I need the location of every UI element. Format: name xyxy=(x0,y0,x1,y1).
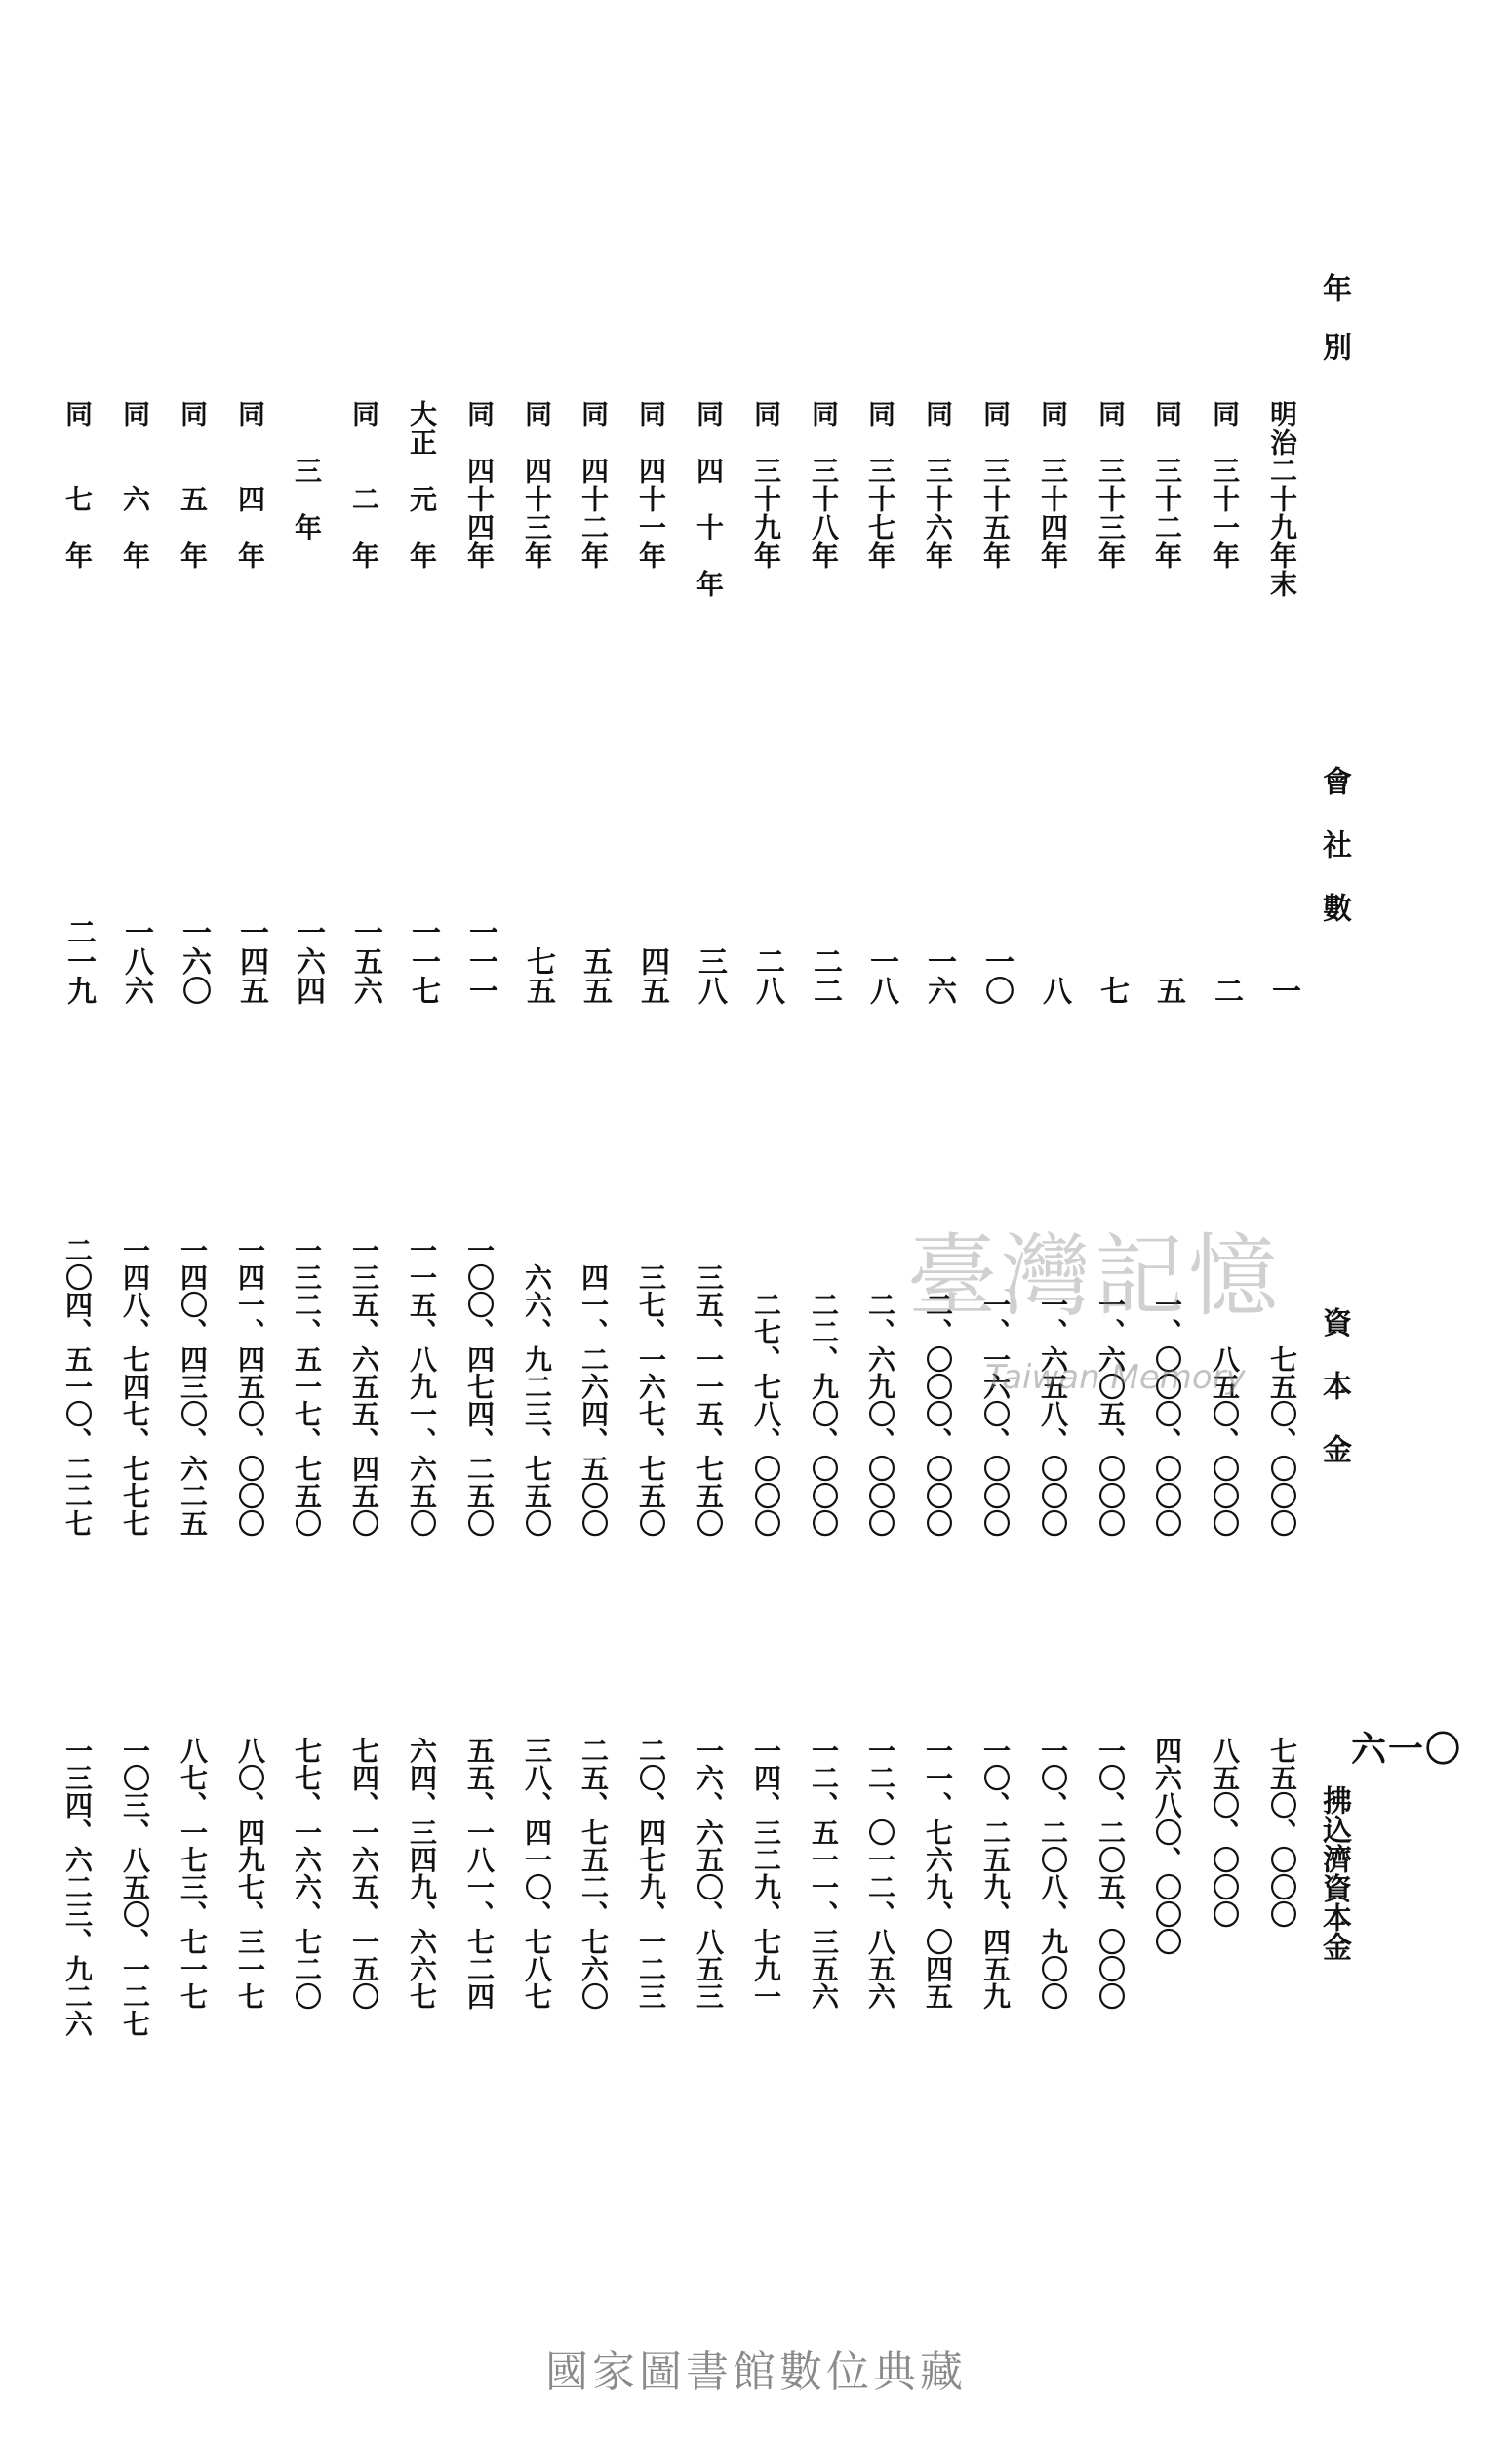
row-2-paid-in: 八五〇、〇〇〇 xyxy=(1209,1737,1241,1928)
row-19-capital: 一四一、四五〇、〇〇〇 xyxy=(234,1236,266,1537)
row-22-year: 同 七 年 xyxy=(61,400,94,570)
row-15-paid-in: 五五、一八一、七二四 xyxy=(463,1737,496,2010)
row-20-paid-in: 八七、一七三、七一七 xyxy=(177,1737,209,2010)
row-19-paid-in: 八〇、四九七、三一七 xyxy=(234,1737,266,2010)
row-1-year: 明治二十九年末 xyxy=(1266,400,1298,598)
row-17-paid-in: 七四、一六五、一五〇 xyxy=(348,1737,380,2010)
row-5-year: 同 三十四年 xyxy=(1037,400,1069,570)
row-11-paid-in: 一六、六五〇、八五三 xyxy=(693,1737,725,2010)
row-16-capital: 一一五、八九一、六五〇 xyxy=(406,1236,438,1537)
row-6-companies: 一〇 xyxy=(979,946,1014,1005)
row-11-year: 同 四 十 年 xyxy=(693,400,725,598)
row-20-capital: 一四〇、四三〇、六二五 xyxy=(177,1236,209,1537)
header-capital: 資 本 金 xyxy=(1317,1307,1351,1463)
header-companies: 會 社 數 xyxy=(1317,766,1351,922)
row-8-year: 同 三十七年 xyxy=(864,400,896,570)
row-6-capital: 一、一六〇、〇〇〇 xyxy=(979,1291,1012,1537)
row-22-companies: 二一九 xyxy=(61,917,96,1005)
row-18-paid-in: 七七、一六六、七二〇 xyxy=(291,1737,323,2010)
row-13-year: 同 四十二年 xyxy=(577,400,610,570)
row-10-year: 同 三十九年 xyxy=(750,400,782,570)
row-16-companies: 一一七 xyxy=(406,917,440,1005)
row-20-year: 同 五 年 xyxy=(177,400,209,570)
row-22-paid-in: 一三四、六二三、九二六 xyxy=(61,1737,94,2037)
row-14-capital: 六六、九二三、七五〇 xyxy=(521,1263,553,1537)
row-18-capital: 一三二、五一七、七五〇 xyxy=(291,1236,323,1537)
row-7-capital: 二、〇〇〇、〇〇〇 xyxy=(922,1291,954,1537)
row-1-capital: 七五〇、〇〇〇 xyxy=(1266,1345,1298,1537)
row-19-year: 同 四 年 xyxy=(234,400,266,570)
row-18-year: 三 年 xyxy=(291,400,323,541)
row-17-companies: 一五六 xyxy=(348,917,382,1005)
row-9-paid-in: 一二、五一一、三五六 xyxy=(808,1737,840,2010)
header-paid-in: 拂込濟資本金 xyxy=(1317,1785,1351,1961)
row-20-companies: 一六〇 xyxy=(177,917,211,1005)
row-6-year: 同 三十五年 xyxy=(979,400,1012,570)
row-15-capital: 一〇〇、四七四、二五〇 xyxy=(463,1236,496,1537)
row-8-companies: 一八 xyxy=(864,946,898,1005)
row-1-companies: 一 xyxy=(1266,976,1300,1005)
row-17-year: 同 二 年 xyxy=(348,400,380,570)
row-3-capital: 一、〇〇〇、〇〇〇 xyxy=(1151,1291,1183,1537)
row-9-capital: 二二、九〇、〇〇〇 xyxy=(808,1291,840,1537)
watermark-subtitle: Taiwan Memory xyxy=(985,1358,1246,1397)
row-12-year: 同 四十一年 xyxy=(635,400,667,570)
row-3-year: 同 三十二年 xyxy=(1151,400,1183,570)
row-12-companies: 四五 xyxy=(635,946,669,1005)
row-1-paid-in: 七五〇、〇〇〇 xyxy=(1266,1737,1298,1928)
row-13-capital: 四一、二六四、五〇〇 xyxy=(577,1263,610,1537)
row-14-companies: 七五 xyxy=(521,946,555,1005)
row-12-capital: 三七、一六七、七五〇 xyxy=(635,1263,667,1537)
row-18-companies: 一六四 xyxy=(291,917,325,1005)
row-14-paid-in: 三八、四一〇、七八七 xyxy=(521,1737,553,2010)
row-15-companies: 一一一 xyxy=(463,917,497,1005)
row-13-paid-in: 二五、七五二、七六〇 xyxy=(577,1737,610,2010)
row-12-paid-in: 二〇、四七九、一二三 xyxy=(635,1737,667,2010)
row-21-capital: 一四八、七四七、七七七 xyxy=(119,1236,151,1537)
row-8-capital: 二、六九〇、〇〇〇 xyxy=(864,1291,896,1537)
row-11-capital: 三五、一一五、七五〇 xyxy=(693,1263,725,1537)
row-9-year: 同 三十八年 xyxy=(808,400,840,570)
row-3-paid-in: 四六八〇、〇〇〇 xyxy=(1151,1737,1183,1955)
row-16-paid-in: 六四、三四九、六六七 xyxy=(406,1737,438,2010)
row-9-companies: 二二 xyxy=(808,946,842,1005)
row-10-companies: 二八 xyxy=(750,946,784,1005)
row-2-companies: 二 xyxy=(1209,976,1243,1005)
row-5-paid-in: 一〇、二〇八、九〇〇 xyxy=(1037,1737,1069,2010)
watermark-logo: 臺灣記憶 xyxy=(907,1224,1283,1329)
row-10-capital: 二七、七八、〇〇〇 xyxy=(750,1291,782,1537)
footer-credit: 國家圖書館數位典藏 xyxy=(545,2347,967,2397)
row-7-companies: 一六 xyxy=(922,946,956,1005)
row-11-companies: 三八 xyxy=(693,946,727,1005)
row-22-capital: 二〇四、五一〇、二二七 xyxy=(61,1236,94,1537)
row-2-year: 同 三十一年 xyxy=(1209,400,1241,570)
row-21-paid-in: 一〇三、八五〇、一二七 xyxy=(119,1737,151,2037)
page-number: 六一〇 xyxy=(1351,1729,1463,1770)
row-4-paid-in: 一〇、二〇五、〇〇〇 xyxy=(1094,1737,1127,2010)
row-19-companies: 一四五 xyxy=(234,917,268,1005)
row-8-paid-in: 一二、〇一二、八五六 xyxy=(864,1737,896,2010)
row-4-companies: 七 xyxy=(1094,976,1129,1005)
row-13-companies: 五五 xyxy=(577,946,612,1005)
row-5-companies: 八 xyxy=(1037,976,1071,1005)
row-2-capital: 八五〇、〇〇〇 xyxy=(1209,1345,1241,1537)
row-14-year: 同 四十三年 xyxy=(521,400,553,570)
row-7-year: 同 三十六年 xyxy=(922,400,954,570)
row-4-capital: 一、六〇五、〇〇〇 xyxy=(1094,1291,1127,1537)
row-6-paid-in: 一〇、二五九、四五九 xyxy=(979,1737,1012,2010)
row-3-companies: 五 xyxy=(1151,976,1185,1005)
row-21-year: 同 六 年 xyxy=(119,400,151,570)
row-5-capital: 一、六五八、〇〇〇 xyxy=(1037,1291,1069,1537)
row-21-companies: 一八六 xyxy=(119,917,153,1005)
row-10-paid-in: 一四、三二九、七九一 xyxy=(750,1737,782,2010)
row-17-capital: 一三五、六五五、四五〇 xyxy=(348,1236,380,1537)
row-15-year: 同 四十四年 xyxy=(463,400,496,570)
row-7-paid-in: 一一、七六九、〇四五 xyxy=(922,1737,954,2010)
row-4-year: 同 三十三年 xyxy=(1094,400,1127,570)
header-year: 年 別 xyxy=(1317,273,1351,361)
row-16-year: 大正 元 年 xyxy=(406,400,438,570)
